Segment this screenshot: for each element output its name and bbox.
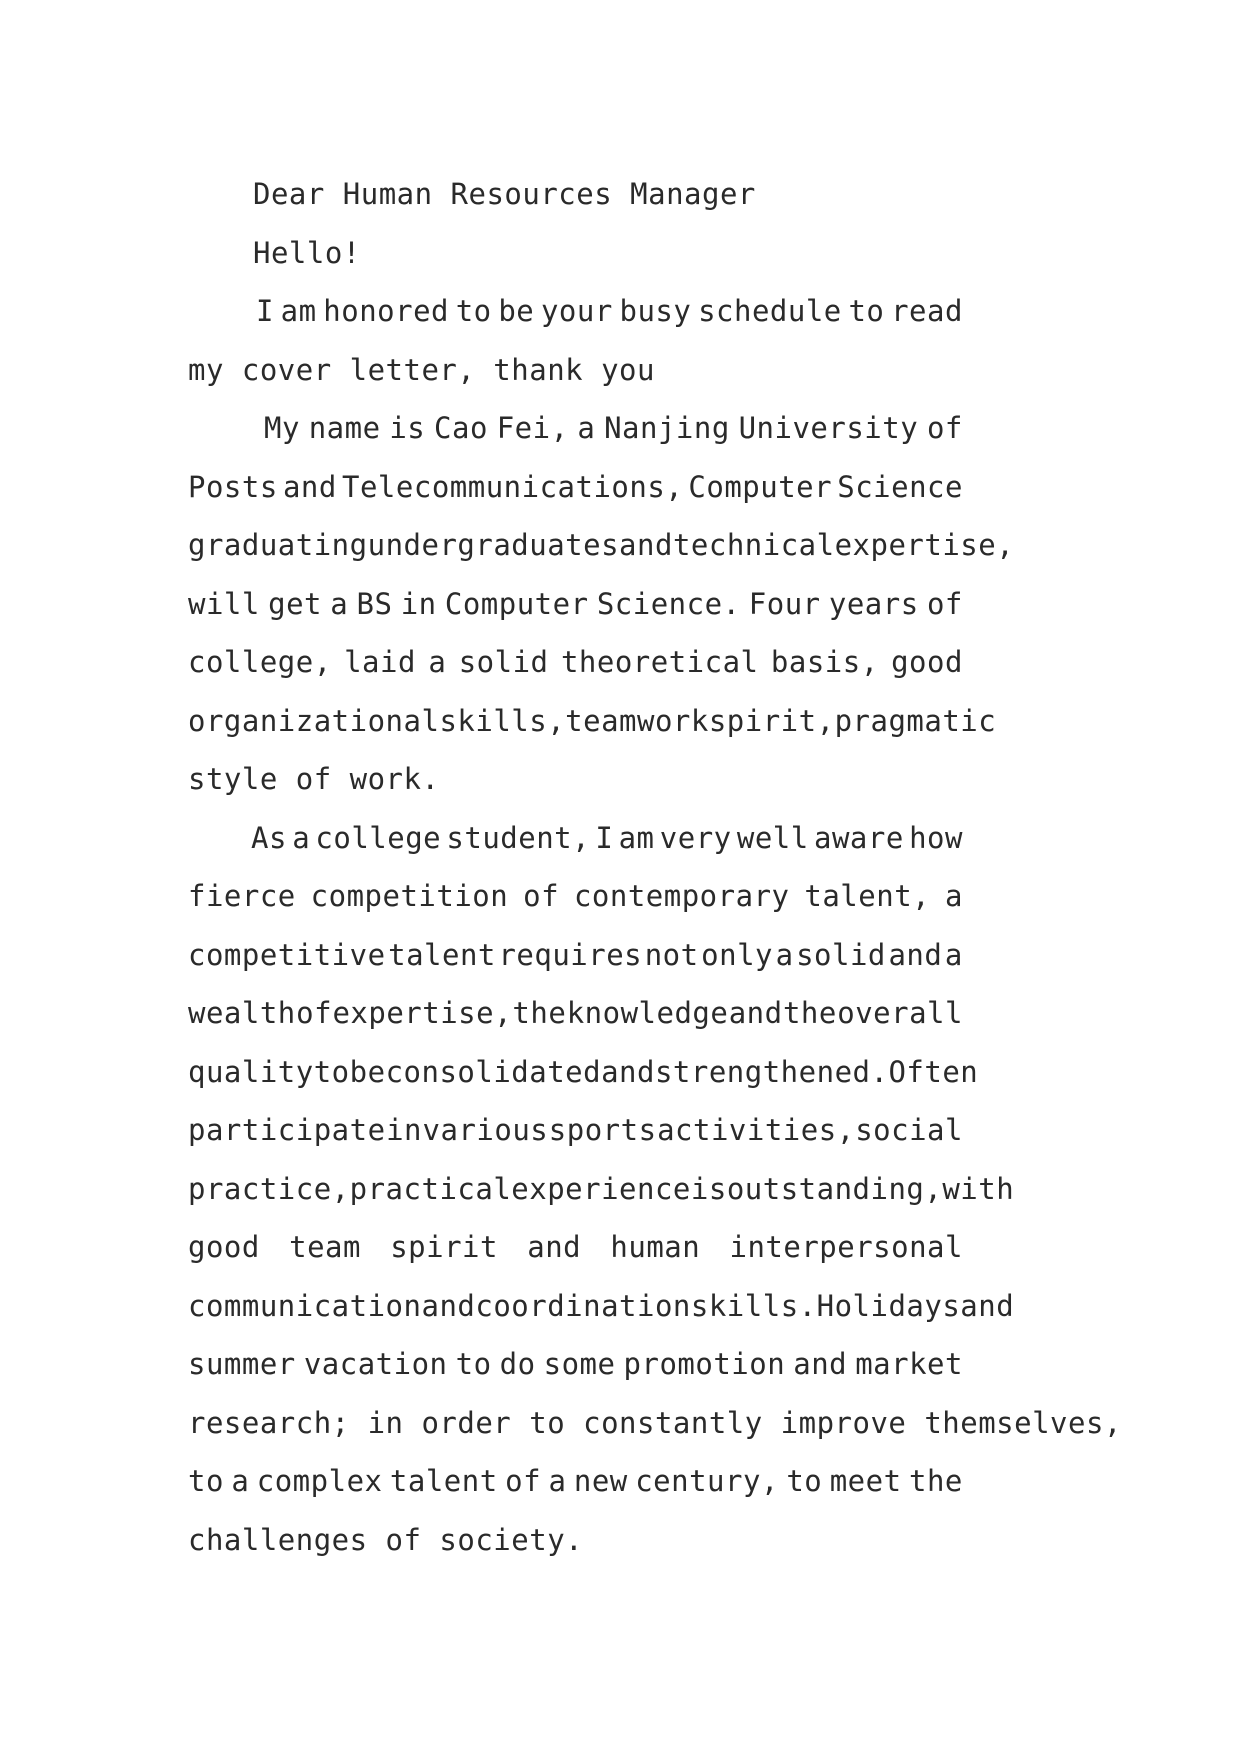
letter-line: wealth of expertise, the knowledge and the overall xyxy=(188,996,963,1030)
letter-line: challenges of society. xyxy=(188,1522,584,1557)
letter-line: college, laid a solid theoretical basis, good xyxy=(188,645,963,679)
salutation: Dear Human Resources Manager xyxy=(253,177,756,211)
letter-line: good team spirit and human interpersonal xyxy=(188,1230,963,1264)
letter-line: fierce competition of contemporary talent, a xyxy=(188,879,963,913)
letter-line: to a complex talent of a new century, to meet the xyxy=(188,1464,963,1498)
letter-line: quality to be consolidated and strengthened. Often xyxy=(188,1054,979,1089)
letter-line: My name is Cao Fei, a Nanjing University of xyxy=(264,411,963,445)
letter-body xyxy=(188,165,1122,1569)
letter-line: will get a BS in Computer Science. Four years of xyxy=(188,586,963,621)
letter-paragraphs xyxy=(188,282,1122,1569)
letter-line: research; in order to constantly improve themselves, xyxy=(188,1405,1122,1440)
letter-line: I am honored to be your busy schedule to read xyxy=(256,294,963,328)
letter-line: practice, practical experience is outstanding, with xyxy=(188,1171,1015,1206)
letter-line: organizational skills, teamwork spirit, pragmatic xyxy=(188,703,997,738)
letter-line: summer vacation to do some promotion and market xyxy=(188,1347,963,1381)
letter-line: graduating undergraduates and technical expertise, xyxy=(188,528,1015,562)
letter-line: Posts and Telecommunications, Computer Science xyxy=(188,469,963,504)
letter-line: participate in various sports activities, social xyxy=(188,1113,963,1147)
letter-line: communication and coordination skills. Holidays and xyxy=(188,1288,1015,1323)
letter-line: style of work. xyxy=(188,762,440,796)
greeting: Hello! xyxy=(253,235,361,270)
letter-line: As a college student, I am very well aware how xyxy=(251,820,963,855)
letter-line: competitive talent requires not only a solid and a xyxy=(188,937,963,972)
letter-line: my cover letter, thank you xyxy=(188,352,655,387)
